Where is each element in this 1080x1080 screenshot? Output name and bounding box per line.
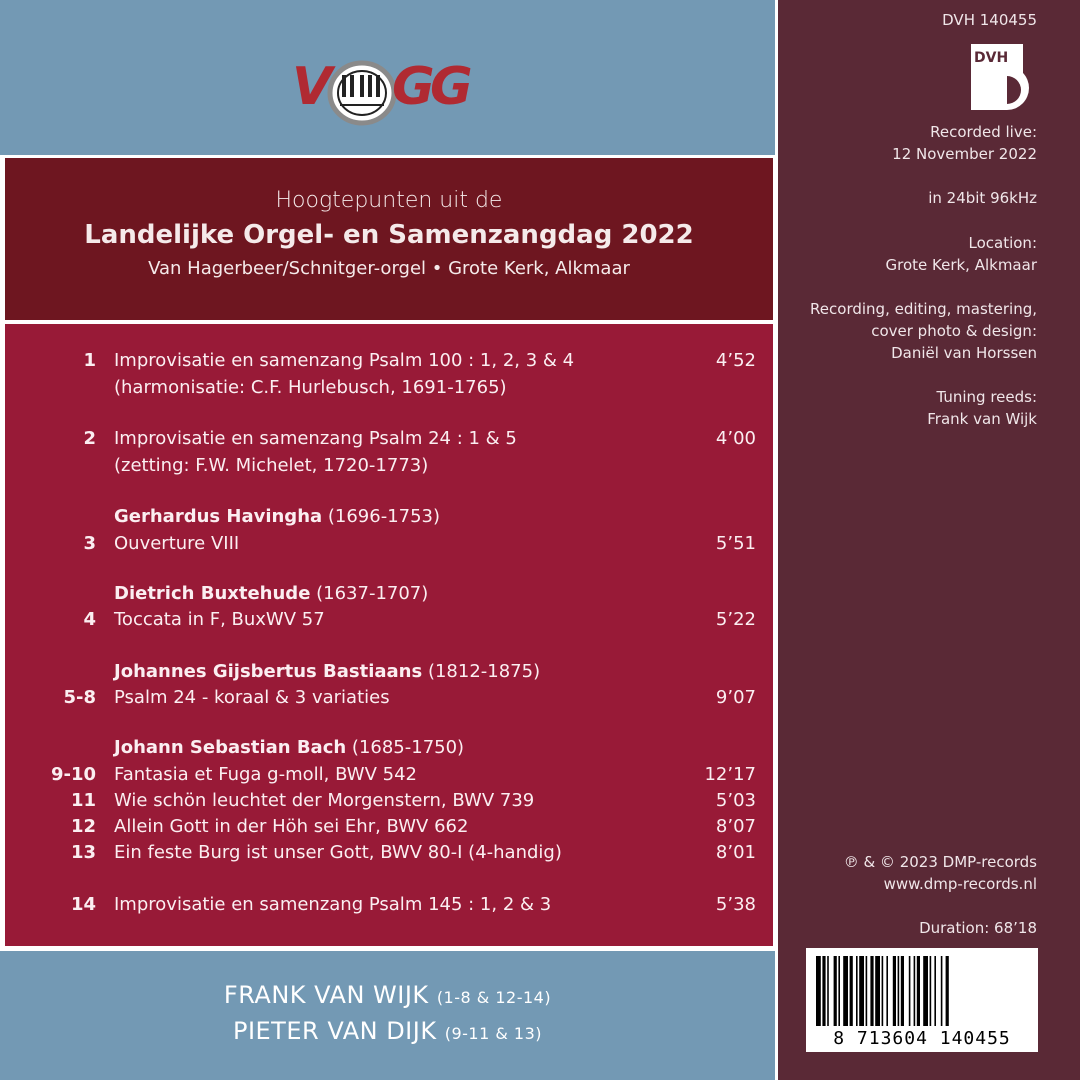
track-duration: 5’03 (715, 790, 756, 811)
track-title: Ein feste Burg ist unser Gott, BWV 80-I (4-handig) (114, 842, 562, 863)
barcode-bar (934, 956, 936, 1026)
dvh-label-logo (971, 44, 1037, 110)
track-duration: 4’52 (715, 350, 756, 371)
title-intro: Hoogtepunten uit de (275, 188, 503, 213)
composer-name: Johann Sebastian Bach (114, 737, 347, 758)
track-duration: 5’22 (715, 609, 756, 630)
track-title: Ouverture VIII (114, 533, 240, 554)
logo-letter-g2: G (430, 57, 471, 117)
track-number: 5-8 (63, 687, 96, 708)
track-title: Improvisatie en samenzang Psalm 100 : 1, 2, 3 & 4 (114, 350, 575, 371)
barcode-bar (893, 956, 896, 1026)
logo-letter-v: V (292, 57, 331, 117)
dvh-logo-text: DVH (974, 50, 1009, 66)
barcode-bar (816, 956, 821, 1026)
barcode-bar (901, 956, 904, 1026)
composer-heading (5, 735, 773, 761)
track-row (5, 348, 773, 374)
track-number: 4 (83, 609, 96, 630)
performer-1 (0, 981, 775, 1009)
recorded-date: 12 November 2022 (892, 145, 1037, 163)
composer-heading (5, 659, 773, 685)
track-title: Toccata in F, BuxWV 57 (114, 609, 325, 630)
tuning-label: Tuning reeds: (936, 388, 1037, 406)
composer-heading (5, 504, 773, 530)
track-row (5, 607, 773, 633)
credits-line-1: Recording, editing, mastering, (810, 300, 1037, 318)
composer-name: Dietrich Buxtehude (114, 583, 311, 604)
barcode-bar (870, 956, 873, 1026)
track-number: 12 (70, 816, 96, 837)
title-panel (5, 158, 773, 320)
barcode-bar (856, 956, 858, 1026)
track-number: 9-10 (50, 764, 96, 785)
track-row (5, 426, 773, 452)
barcode-bar (866, 956, 868, 1026)
barcode-bar (859, 956, 864, 1026)
track-title: Fantasia et Fuga g-moll, BWV 542 (114, 764, 417, 785)
track-title: Allein Gott in der Höh sei Ehr, BWV 662 (114, 816, 469, 837)
track-duration: 9’07 (715, 687, 756, 708)
composer-years: (1696-1753) (322, 506, 441, 527)
track-duration: 8’07 (715, 816, 756, 837)
composer-years: (1685-1750) (346, 737, 465, 758)
barcode-bar (850, 956, 853, 1026)
track-row (5, 531, 773, 557)
performer-name: FRANK VAN WIJK (223, 981, 429, 1009)
location-label: Location: (968, 234, 1037, 252)
composer-years: (1812-1875) (422, 661, 541, 682)
barcode (806, 948, 1038, 1052)
tuning-value: Frank van Wijk (927, 410, 1037, 428)
barcode-bar (886, 956, 888, 1026)
track-row (5, 762, 773, 788)
logo-panel (0, 0, 775, 155)
organ-venue: Van Hagerbeer/Schnitger-orgel • Grote Kerk, Alkmaar (148, 258, 630, 279)
barcode-bar (882, 956, 884, 1026)
track-title: Wie schön leuchtet der Morgenstern, BWV 739 (114, 790, 535, 811)
barcode-bar (909, 956, 911, 1026)
barcode-bar (838, 956, 840, 1026)
track-note (5, 453, 773, 479)
barcode-bar (946, 956, 949, 1026)
barcode-bars (806, 948, 1038, 1028)
barcode-bar (917, 956, 920, 1026)
recorded-label: Recorded live: (930, 123, 1037, 141)
barcode-bar (834, 956, 837, 1026)
audio-format: in 24bit 96kHz (928, 189, 1037, 207)
composer-years: (1637-1707) (310, 583, 429, 604)
barcode-bar (843, 956, 848, 1026)
track-row (5, 814, 773, 840)
track-row (5, 788, 773, 814)
performer-2 (0, 1017, 775, 1045)
tracklist-panel (5, 324, 773, 946)
website: www.dmp-records.nl (883, 875, 1037, 893)
track-number: 13 (70, 842, 96, 863)
track-duration: 8’01 (715, 842, 756, 863)
track-number: 11 (70, 790, 96, 811)
barcode-bar (898, 956, 900, 1026)
track-note-text: (harmonisatie: C.F. Hurlebusch, 1691-1765) (114, 377, 507, 398)
barcode-digits: 8 713604 140455 (833, 1028, 1011, 1049)
barcode-bar (941, 956, 943, 1026)
performer-tracks: (1-8 & 12-14) (436, 988, 552, 1007)
track-number: 14 (70, 894, 96, 915)
album-title: Landelijke Orgel- en Samenzangdag 2022 (84, 220, 694, 250)
track-row (5, 892, 773, 918)
track-row (5, 840, 773, 866)
info-sidebar (778, 0, 1080, 1080)
total-duration: Duration: 68’18 (919, 919, 1037, 937)
barcode-bar (827, 956, 829, 1026)
credits-line-3: Daniël van Horssen (891, 344, 1037, 362)
barcode-bar (875, 956, 880, 1026)
barcode-bar (822, 956, 825, 1026)
credits-line-2: cover photo & design: (871, 322, 1037, 340)
track-title: Psalm 24 - koraal & 3 variaties (114, 687, 390, 708)
location-value: Grote Kerk, Alkmaar (885, 256, 1037, 274)
track-note (5, 375, 773, 401)
barcode-bar (914, 956, 916, 1026)
track-number: 1 (83, 350, 96, 371)
catalog-number: DVH 140455 (942, 11, 1037, 29)
performers-panel (0, 951, 775, 1080)
track-title: Improvisatie en samenzang Psalm 24 : 1 & 5 (114, 428, 517, 449)
track-duration: 5’51 (715, 533, 756, 554)
composer-name: Johannes Gijsbertus Bastiaans (114, 661, 423, 682)
track-duration: 12’17 (704, 764, 756, 785)
track-duration: 5’38 (715, 894, 756, 915)
track-row (5, 685, 773, 711)
track-duration: 4’00 (715, 428, 756, 449)
track-number: 3 (83, 533, 96, 554)
vogg-logo (290, 55, 490, 135)
track-title: Improvisatie en samenzang Psalm 145 : 1, 2 & 3 (114, 894, 552, 915)
logo-letter-g1: G (392, 57, 433, 117)
composer-heading (5, 581, 773, 607)
copyright: ℗ & © 2023 DMP-records (843, 853, 1037, 871)
composer-name: Gerhardus Havingha (114, 506, 323, 527)
performer-tracks: (9-11 & 13) (444, 1024, 543, 1043)
barcode-bar (923, 956, 928, 1026)
track-note-text: (zetting: F.W. Michelet, 1720-1773) (114, 455, 429, 476)
performer-name: PIETER VAN DIJK (232, 1017, 437, 1045)
barcode-bar (930, 956, 932, 1026)
track-number: 2 (83, 428, 96, 449)
